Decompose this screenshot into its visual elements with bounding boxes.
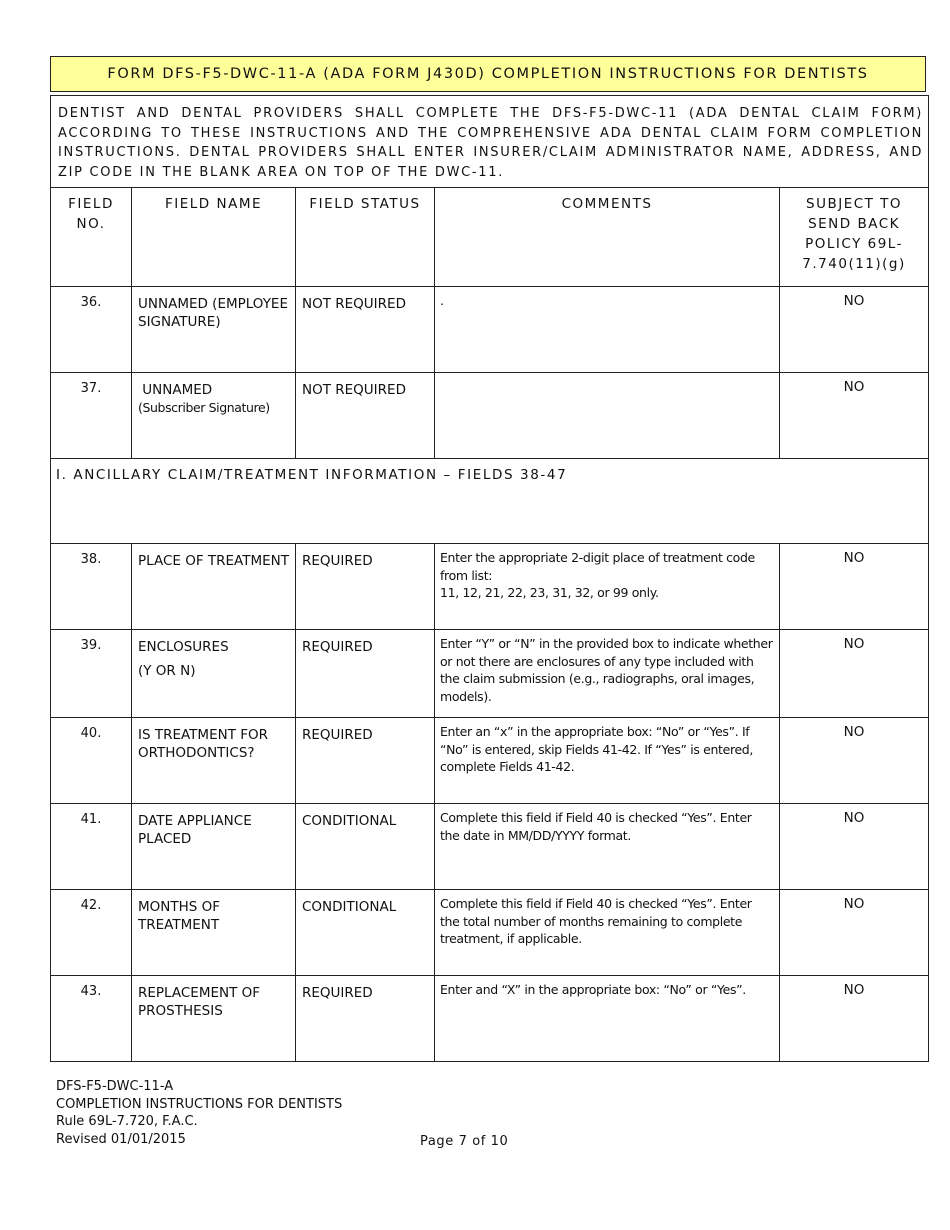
field-name: ENCLOSURES xyxy=(138,639,229,655)
field-name-sub: (Subscriber Signature) xyxy=(138,400,270,415)
field-comment: Enter an “x” in the appropriate box: “No” or “Yes”. If “No” is entered, skip Fields 41-42. If “Yes” is entered, complete Fields 41-42. xyxy=(435,718,780,804)
field-status: NOT REQUIRED xyxy=(296,287,435,373)
field-send-back: NO xyxy=(780,976,929,1062)
field-no: 37. xyxy=(51,373,132,459)
table-row xyxy=(51,630,929,718)
field-status: REQUIRED xyxy=(296,630,435,718)
field-status: REQUIRED xyxy=(296,976,435,1062)
table-row xyxy=(51,718,929,804)
field-send-back: NO xyxy=(780,804,929,890)
field-name: PLACE OF TREATMENT xyxy=(132,544,296,630)
table-row xyxy=(51,544,929,630)
field-comment xyxy=(435,373,780,459)
table-row xyxy=(51,373,929,459)
header-field-status: FIELD STATUS xyxy=(296,188,435,287)
header-comments: COMMENTS xyxy=(435,188,780,287)
field-status: NOT REQUIRED xyxy=(296,373,435,459)
field-comment: . xyxy=(435,287,780,373)
field-name-cell xyxy=(132,630,296,718)
field-name-sub: (Y OR N) xyxy=(138,663,196,679)
field-send-back: NO xyxy=(780,544,929,630)
section-heading: I. ANCILLARY CLAIM/TREATMENT INFORMATION – FIELDS 38-47 xyxy=(51,459,929,544)
field-no: 41. xyxy=(51,804,132,890)
field-status: REQUIRED xyxy=(296,544,435,630)
instructions-table xyxy=(50,95,929,1062)
field-status: CONDITIONAL xyxy=(296,890,435,976)
field-no: 42. xyxy=(51,890,132,976)
form-title xyxy=(50,56,926,92)
header-field-no: FIELD NO. xyxy=(51,188,132,287)
table-row xyxy=(51,287,929,373)
field-name: DATE APPLIANCE PLACED xyxy=(132,804,296,890)
field-send-back: NO xyxy=(780,630,929,718)
field-name: MONTHS OF TREATMENT xyxy=(132,890,296,976)
page-number: Page 7 of 10 xyxy=(420,1134,509,1149)
field-comment: Complete this field if Field 40 is checked “Yes”. Enter the date in MM/DD/YYYY format. xyxy=(435,804,780,890)
field-no: 43. xyxy=(51,976,132,1062)
footer-rule: Rule 69L-7.720, F.A.C. xyxy=(56,1114,198,1129)
field-name: IS TREATMENT FOR ORTHODONTICS? xyxy=(132,718,296,804)
table-row xyxy=(51,804,929,890)
field-no: 38. xyxy=(51,544,132,630)
field-no: 40. xyxy=(51,718,132,804)
footer-revised: Revised 01/01/2015 xyxy=(56,1131,186,1147)
field-send-back: NO xyxy=(780,287,929,373)
field-comment: Complete this field if Field 40 is checked “Yes”. Enter the total number of months remaining to complete treatment, if applicable. xyxy=(435,890,780,976)
footer xyxy=(56,1078,342,1148)
footer-form-title: COMPLETION INSTRUCTIONS FOR DENTISTS xyxy=(56,1096,343,1112)
field-status: REQUIRED xyxy=(296,718,435,804)
table-row xyxy=(51,976,929,1062)
field-name: REPLACEMENT OF PROSTHESIS xyxy=(132,976,296,1062)
field-comment-cell xyxy=(435,544,780,630)
field-comment: Enter the appropriate 2-digit place of treatment code from list: xyxy=(440,550,755,583)
field-comment: Enter “Y” or “N” in the provided box to indicate whether or not there are enclosures of any type included with the claim submission (e.g., radiographs, oral images, models). xyxy=(435,630,780,718)
field-name: UNNAMED xyxy=(138,382,213,398)
field-send-back: NO xyxy=(780,890,929,976)
field-comment-codes: 11, 12, 21, 22, 23, 31, 32, or 99 only. xyxy=(440,585,659,600)
field-no: 36. xyxy=(51,287,132,373)
field-send-back: NO xyxy=(780,718,929,804)
intro-paragraph: DENTIST AND DENTAL PROVIDERS SHALL COMPLETE THE DFS-F5-DWC-11 (ADA DENTAL CLAIM FORM) ACCORDING TO THESE INSTRUCTIONS AND THE COMPREHENSIVE ADA DENTAL CLAIM FORM COMPLETION INSTRUCTIONS. DENTAL PROVIDERS SHALL ENTER INSURER/CLAIM ADMINISTRATOR NAME, ADDRESS, AND ZIP CODE IN THE BLANK AREA ON TOP OF THE DWC-11. xyxy=(51,96,929,188)
form-title-text: FORM DFS-F5-DWC-11-A (ADA FORM J430D) COMPLETION INSTRUCTIONS FOR DENTISTS xyxy=(107,66,869,82)
header-row xyxy=(51,188,929,287)
field-name-cell xyxy=(132,373,296,459)
field-send-back: NO xyxy=(780,373,929,459)
field-no: 39. xyxy=(51,630,132,718)
field-name: UNNAMED (EMPLOYEE SIGNATURE) xyxy=(132,287,296,373)
header-field-name: FIELD NAME xyxy=(132,188,296,287)
header-send-back: SUBJECT TO SEND BACK POLICY 69L-7.740(11)(g) xyxy=(780,188,929,287)
field-status: CONDITIONAL xyxy=(296,804,435,890)
field-comment: Enter and “X” in the appropriate box: “No” or “Yes”. xyxy=(435,976,780,1062)
table-row xyxy=(51,890,929,976)
footer-form-id: DFS-F5-DWC-11-A xyxy=(56,1079,174,1094)
